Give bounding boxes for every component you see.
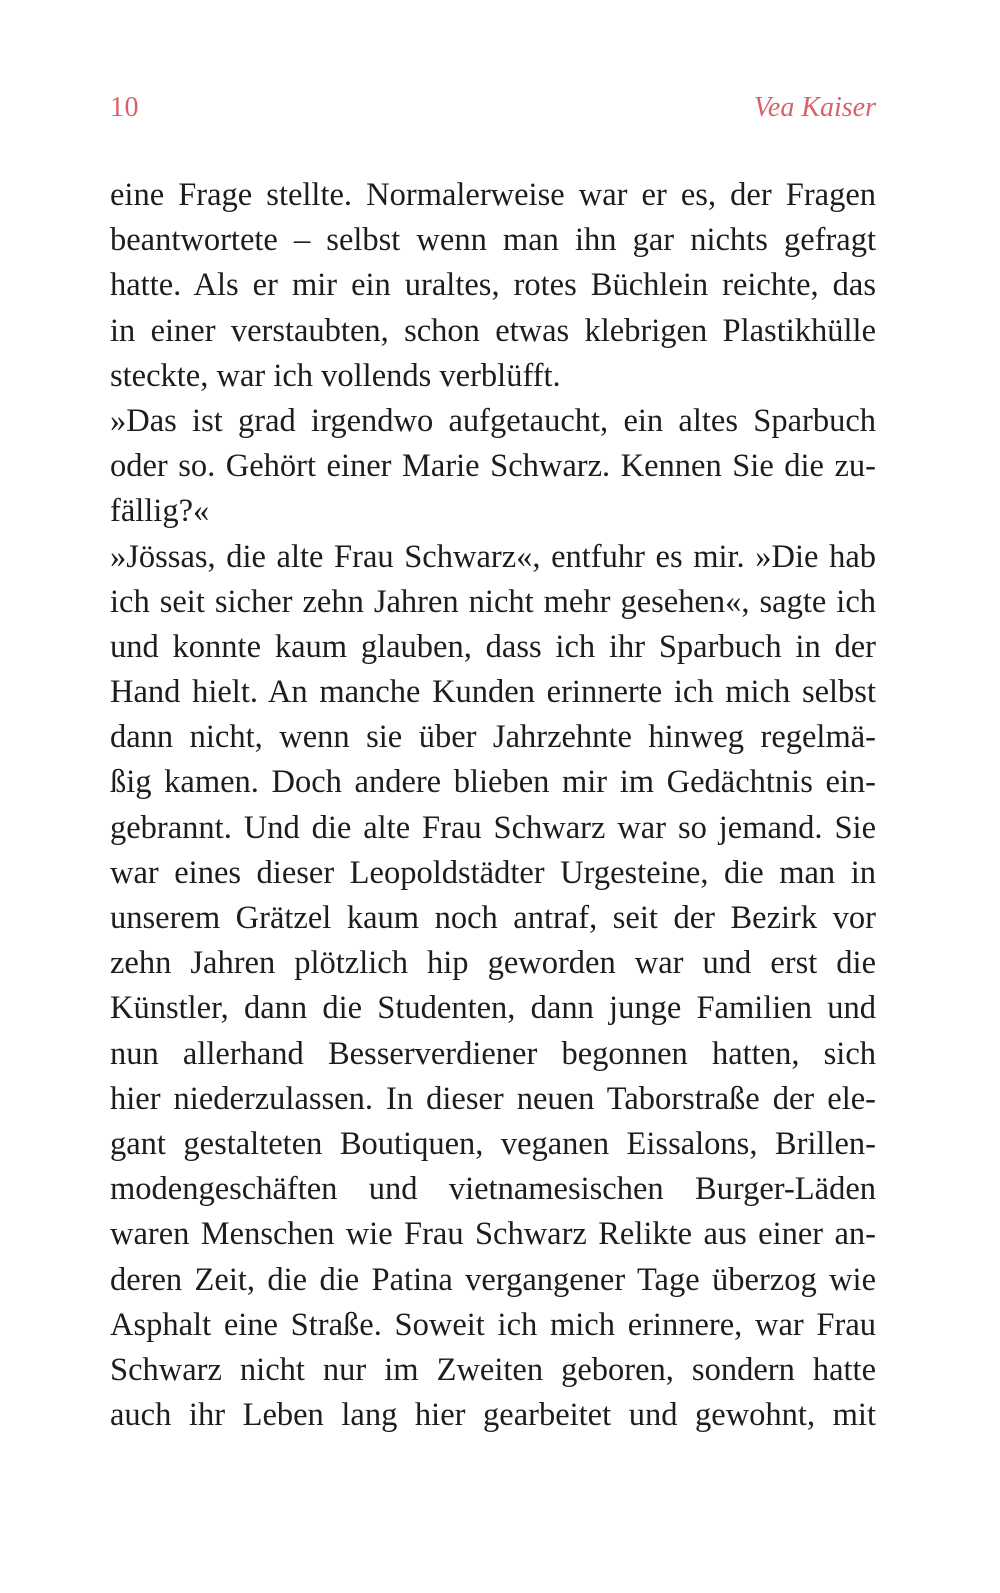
- text-line: Asphalt eine Straße. Soweit ich mich erinnere, war Frau: [110, 1306, 876, 1343]
- text-line: waren Menschen wie Frau Schwarz Relikte aus einer an-: [110, 1216, 876, 1253]
- text-line: ßig kamen. Doch andere blieben mir im Gedächtnis ein-: [110, 764, 876, 801]
- text-line: steckte, war ich vollends verblüfft.: [110, 357, 561, 394]
- text-line: gebrannt. Und die alte Frau Schwarz war so jemand. Sie: [110, 809, 876, 846]
- text-line: deren Zeit, die die Patina vergangener Tage überzog wie: [110, 1261, 876, 1298]
- text-line: unserem Grätzel kaum noch antraf, seit der Bezirk vor: [110, 900, 876, 936]
- text-line: Hand hielt. An manche Kunden erinnerte ich mich selbst: [110, 674, 876, 711]
- text-line: ich seit sicher zehn Jahren nicht mehr gesehen«, sagte ich: [110, 583, 876, 620]
- text-line: zehn Jahren plötzlich hip geworden war und erst die: [110, 945, 876, 982]
- body-text: [110, 173, 876, 1438]
- text-line: gant gestalteten Boutiquen, veganen Eissalons, Brillen-: [110, 1125, 876, 1162]
- text-line: beantwortete – selbst wenn man ihn gar nichts gefragt: [110, 222, 876, 259]
- text-line: hier niederzulassen. In dieser neuen Taborstraße der ele-: [110, 1080, 876, 1117]
- running-head-author: Vea Kaiser: [753, 92, 876, 123]
- text-line: »Jössas, die alte Frau Schwarz«, entfuhr es mir. »Die hab: [110, 538, 876, 575]
- text-line: hatte. Als er mir ein uraltes, rotes Büchlein reichte, das: [110, 267, 876, 304]
- text-line: eine Frage stellte. Normalerweise war er es, der Fragen: [110, 177, 876, 213]
- text-line: Künstler, dann die Studenten, dann junge Familien und: [110, 990, 876, 1027]
- text-line: auch ihr Leben lang hier gearbeitet und gewohnt, mit: [110, 1397, 876, 1434]
- text-line: dann nicht, wenn sie über Jahrzehnte hinweg regelmä-: [110, 719, 876, 756]
- text-line: modengeschäften und vietnamesischen Burger-Läden: [110, 1171, 876, 1208]
- page-header: [110, 88, 876, 128]
- text-line: oder so. Gehört einer Marie Schwarz. Kennen Sie die zu-: [110, 448, 876, 485]
- text-line: fällig?«: [110, 493, 210, 530]
- text-line: und konnte kaum glauben, dass ich ihr Sparbuch in der: [110, 628, 876, 665]
- text-line: »Das ist grad irgendwo aufgetaucht, ein altes Sparbuch: [110, 402, 876, 439]
- text-line: in einer verstaubten, schon etwas klebrigen Plastikhülle: [110, 312, 876, 349]
- page-number: 10: [110, 92, 139, 123]
- text-line: war eines dieser Leopoldstädter Urgesteine, die man in: [110, 854, 876, 891]
- text-line: nun allerhand Besserverdiener begonnen hatten, sich: [110, 1035, 876, 1072]
- text-line: Schwarz nicht nur im Zweiten geboren, sondern hatte: [110, 1351, 876, 1388]
